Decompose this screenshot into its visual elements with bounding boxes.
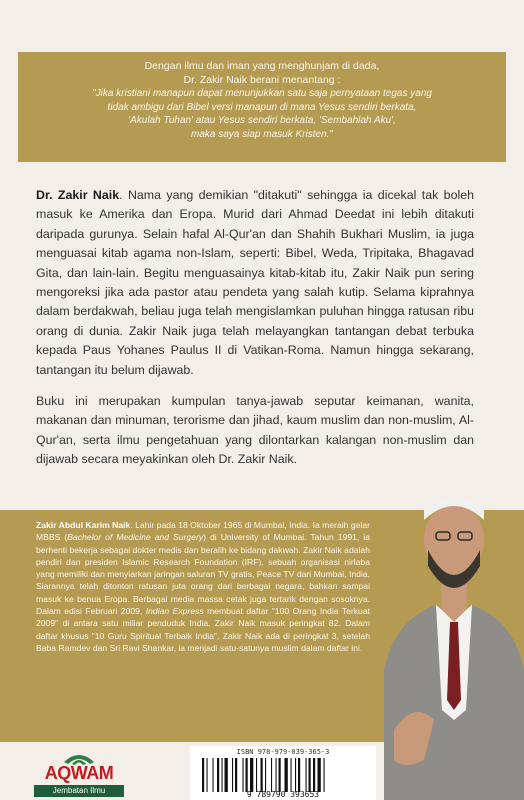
barcode-bar: [235, 758, 237, 792]
publisher-name: AQWAM: [44, 763, 114, 783]
barcode-bar: [318, 758, 321, 792]
blurb-paragraph-2: Buku ini merupakan kumpulan tanya-jawab seputar keimanan, wanita, makanan dan minuman, terorisme dan jihad, kaum muslim dan non-muslim, Al-Qur'an, serta ilmu pengetahuan yang dilontarkan kalangan non-muslim dan dijawab secara meyakinkan oleh Dr. Zakir Naik.: [36, 394, 474, 467]
barcode-bar: [271, 758, 272, 792]
quote-line-3: 'Akulah Tuhan' atau Yesus sendiri berkata, 'Sembahlah Aku',: [128, 115, 396, 126]
bio-publication: Indian Express: [145, 606, 204, 617]
barcode-bar: [298, 758, 300, 792]
biography-text: [36, 519, 370, 654]
barcode-bar: [261, 758, 263, 792]
quote-line-1: "Jika kristiani manapun dapat menunjukkan satu saja pernyataan tegas yang: [92, 88, 432, 99]
barcode-bar: [285, 758, 288, 792]
barcode-bar: [324, 758, 325, 792]
barcode-bar: [207, 758, 208, 792]
bio-degree: Bachelor of Medicine and Surgery: [67, 532, 204, 543]
barcode-bar: [213, 758, 214, 792]
blurb-paragraph-1-text: . Nama yang demikian "ditakuti" sehingga ia dicekal tak boleh masuk ke Amerika dan Eropa. Murid dari Ahmad Deedat ini lebih ditakuti daripada gurunya. Selain hafal Al-Qur'an dan Shahih Bukhari Muslim, ia juga menguasai kitab agama non-Islam, seperti: Bibel, Weda, Tripitaka, Bhagavad Gita, dan lain-lain. Begitu menguasainya kitab-kitab itu, Zakir Naik pun sering mengoreksi jika ada pastor atau pendeta yang salah kutip. Selama kiprahnya dalam berdakwah, beliau juga telah mengislamkan puluhan hingga ratusan ribu orang di dunia. Zakir Naik juga telah melayangkan tantangan debat terbuka kepada Paus Yohanes Paulus II di Vatikan-Roma. Namun hingga sekarang, tantangan itu belum dijawab.: [36, 188, 475, 377]
author-photo: [384, 470, 524, 800]
barcode-bar: [256, 758, 257, 792]
blurb-text: [36, 186, 474, 482]
barcode-bar: [265, 758, 266, 792]
barcode-bar: [295, 758, 296, 792]
bio-text-c: membuat daftar "100 Orang India Terkuat 2009" di antara satu miliar penduduk India, Zakir Naik masuk peringkat 82. Dalam daftar khusus "10 Guru Spiritual Terbaik India", Zakir Naik ada di peringkat 3, setelah Baba Ramdev dan Sri Ravi Shankar, ia menjadi satu-satunya muslim dalam daftar ini.: [36, 606, 370, 653]
barcode-number: 9 789790 393653: [246, 790, 320, 799]
barcode-bar: [225, 758, 228, 792]
barcode-bar: [313, 758, 315, 792]
blurb-paragraph-1: [36, 186, 474, 380]
barcode-bar: [232, 758, 233, 792]
barcode-bar: [246, 758, 248, 792]
barcode-bar: [250, 758, 253, 792]
quote-line-2: tidak ambigu dari Bibel versi manapun di mana Yesus sendiri berkata,: [107, 101, 417, 113]
bio-name: Zakir Abdul Karim Naik: [36, 520, 131, 530]
quote-line-4: maka saya siap masuk Kristen.": [191, 128, 333, 140]
barcode-bar: [291, 758, 292, 792]
author-name-bold: Dr. Zakir Naik: [36, 188, 120, 202]
intro-line-1: Dengan ilmu dan iman yang menghunjam di dada,: [144, 60, 380, 72]
barcode-bar: [276, 758, 277, 792]
barcode-bar: [217, 758, 219, 792]
publisher-tagline: Jembatan Ilmu: [34, 785, 124, 797]
bio-text-a: . Lahir pada 18 Oktober 1965 di Mumbai, India. Ia meraih gelar MBBS (: [36, 520, 370, 543]
barcode-icon: [200, 758, 364, 792]
barcode-bar: [309, 758, 311, 792]
quote-band: [18, 52, 506, 162]
barcode-bar: [243, 758, 244, 792]
barcode-bar: [202, 758, 204, 792]
barcode-bar: [306, 758, 307, 792]
intro-line-2: Dr. Zakir Naik berani menantang :: [183, 73, 341, 86]
isbn-text: ISBN 978-979-039-365-3: [236, 748, 330, 756]
bio-text-b: ) di University of Mumbai. Tahun 1991, ia berhenti bekerja sebagai dokter medis dan beralih ke bidang dakwah. Zakir Naik adalah pendiri dan presiden Islamic Research Foundation (IRF), sebuah organisasi nirlaba yang memiliki dan menyiarkan jaringan saluran TV gratis, Peace TV dari Mumbai, India. Siarannya telah ditonton ratusan juta orang dari berbagai negara, bahkan sampai masuk ke benua Eropa. Berbagai media massa cetak juga tertarik dengan sosoknya. Dalam edisi Februari 2009,: [36, 532, 370, 617]
barcode-bar: [279, 758, 281, 792]
barcode-bar: [222, 758, 223, 792]
